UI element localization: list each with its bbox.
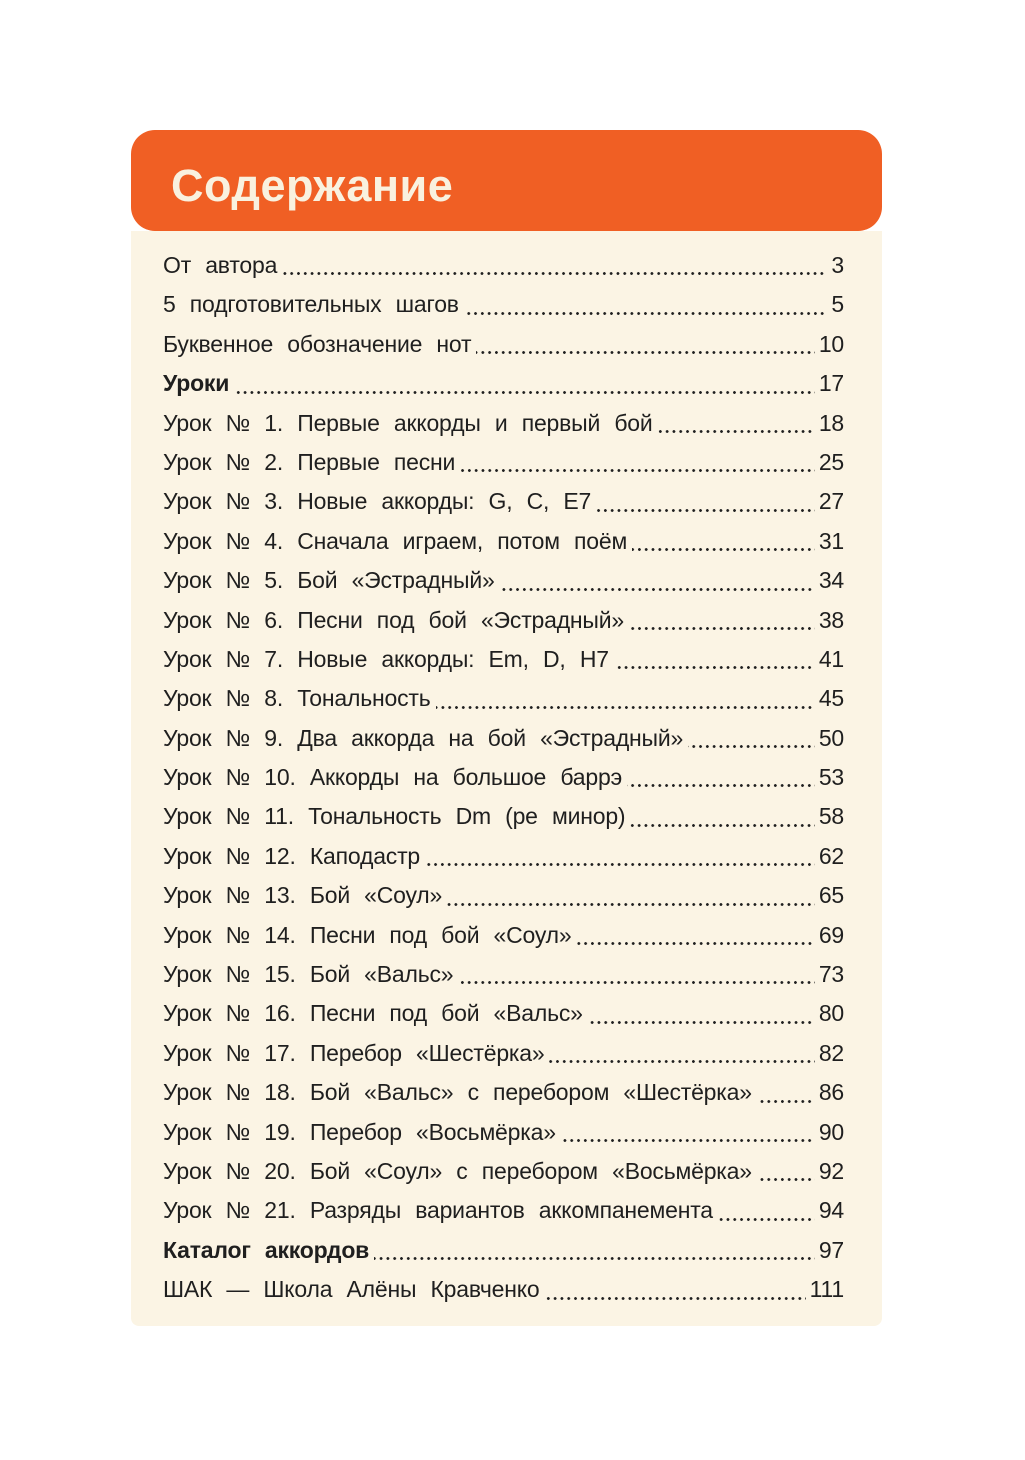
toc-entry-label: Урок № 15. Бой «Вальс»	[163, 961, 454, 988]
page-number: 10	[818, 330, 844, 357]
toc-entry-label: Урок № 10. Аккорды на большое баррэ	[163, 764, 623, 791]
page-number: 45	[818, 685, 844, 712]
dot-leader	[688, 745, 815, 748]
toc-entry-label: 5 подготовительных шагов	[163, 291, 459, 318]
dot-leader	[577, 942, 815, 945]
dot-leader	[627, 784, 815, 787]
toc-entry-label: Каталог аккордов	[163, 1236, 370, 1263]
toc-entry-label: Урок № 12. Каподастр	[163, 842, 421, 869]
toc-entry-label: Уроки	[163, 370, 230, 397]
toc-entry-label: Урок № 7. Новые аккорды: Em, D, H7	[163, 645, 609, 672]
contents-header-banner	[131, 130, 882, 231]
dot-leader	[460, 469, 815, 472]
toc-entry	[163, 601, 844, 640]
toc-entry-label: Урок № 2. Первые песни	[163, 448, 456, 475]
dot-leader	[464, 312, 828, 315]
dot-leader	[447, 903, 815, 906]
toc-entry	[163, 325, 844, 364]
toc-entry	[163, 561, 844, 600]
page-number: 97	[818, 1236, 844, 1263]
dot-leader	[596, 509, 815, 512]
page-number: 38	[818, 606, 844, 633]
dot-leader	[549, 1060, 814, 1063]
toc-entry	[163, 916, 844, 955]
toc-entry	[163, 364, 844, 403]
dot-leader	[425, 863, 815, 866]
page-number: 25	[818, 448, 844, 475]
toc-entry-label: От автора	[163, 252, 278, 278]
toc-entry	[163, 797, 844, 836]
page-number: 41	[818, 645, 844, 672]
toc-entry-label: ШАК — Школа Алёны Кравченко	[163, 1276, 540, 1303]
dot-leader	[458, 981, 814, 984]
page-number: 27	[818, 488, 844, 515]
dot-leader	[658, 430, 815, 433]
toc-entry	[163, 1152, 844, 1191]
page-number: 86	[818, 1079, 844, 1106]
toc-entry-label: Урок № 1. Первые аккорды и первый бой	[163, 409, 653, 436]
toc-entry-label: Урок № 3. Новые аккорды: G, C, E7	[163, 488, 592, 515]
page-number: 50	[818, 724, 844, 751]
page-number: 73	[818, 961, 844, 988]
dot-leader	[561, 1139, 815, 1142]
dot-leader	[500, 588, 815, 591]
toc-entry	[163, 1113, 844, 1152]
toc-entry	[163, 955, 844, 994]
toc-entry	[163, 679, 844, 718]
toc-entry	[163, 1231, 844, 1270]
toc-entry	[163, 758, 844, 797]
page-number: 5	[831, 291, 844, 318]
dot-leader	[282, 272, 827, 275]
toc-entry-label: Урок № 6. Песни под бой «Эстрадный»	[163, 606, 624, 633]
dot-leader	[234, 391, 815, 394]
page-number: 34	[818, 567, 844, 594]
toc-entry-label: Урок № 8. Тональность	[163, 685, 431, 712]
page-number: 82	[818, 1039, 844, 1066]
toc-entry	[163, 994, 844, 1033]
page-number: 17	[818, 370, 844, 397]
toc-entry	[163, 876, 844, 915]
dot-leader	[374, 1257, 815, 1260]
toc-entry-label: Урок № 17. Перебор «Шестёрка»	[163, 1039, 545, 1066]
toc-entry-label: Буквенное обозначение нот	[163, 330, 472, 357]
dot-leader	[630, 824, 814, 827]
page-number: 92	[818, 1157, 844, 1184]
dot-leader	[757, 1178, 815, 1181]
dot-leader	[614, 666, 815, 669]
toc-entry	[163, 443, 844, 482]
toc-entry-label: Урок № 4. Сначала играем, потом поём	[163, 527, 628, 554]
contents-panel	[131, 130, 882, 1326]
page-title: Содержание	[171, 159, 454, 211]
toc-list	[131, 231, 882, 1326]
dot-leader	[632, 548, 815, 551]
toc-entry	[163, 482, 844, 521]
toc-entry	[163, 285, 844, 324]
toc-entry-label: Урок № 11. Тональность Dm (ре минор)	[163, 803, 626, 830]
toc-entry-label: Урок № 21. Разряды вариантов аккомпанемента	[163, 1197, 713, 1224]
toc-entry-label: Урок № 5. Бой «Эстрадный»	[163, 567, 495, 594]
toc-entry-label: Урок № 13. Бой «Соул»	[163, 882, 443, 909]
page-number: 94	[818, 1197, 844, 1224]
toc-entry	[163, 522, 844, 561]
toc-entry-label: Урок № 19. Перебор «Восьмёрка»	[163, 1118, 556, 1145]
page-number: 62	[818, 842, 844, 869]
toc-entry-label: Урок № 20. Бой «Соул» с перебором «Восьмёрка»	[163, 1157, 752, 1184]
page-number: 3	[831, 252, 844, 278]
dot-leader	[544, 1297, 805, 1300]
dot-leader	[757, 1100, 815, 1103]
dot-leader	[588, 1021, 815, 1024]
page-number: 65	[818, 882, 844, 909]
toc-entry	[163, 837, 844, 876]
page-number: 69	[818, 921, 844, 948]
toc-entry	[163, 1270, 844, 1309]
dot-leader	[718, 1218, 815, 1221]
page-number: 90	[818, 1118, 844, 1145]
dot-leader	[476, 351, 814, 354]
page-number: 111	[809, 1276, 844, 1303]
toc-entry-label: Урок № 14. Песни под бой «Соул»	[163, 921, 572, 948]
toc-entry	[163, 404, 844, 443]
page-number: 58	[818, 803, 844, 830]
page-number: 31	[818, 527, 844, 554]
dot-leader	[629, 627, 815, 630]
toc-entry-label: Урок № 16. Песни под бой «Вальс»	[163, 1000, 583, 1027]
toc-entry	[163, 1073, 844, 1112]
toc-entry-label: Урок № 9. Два аккорда на бой «Эстрадный»	[163, 724, 684, 751]
page-number: 53	[818, 764, 844, 791]
toc-entry	[163, 719, 844, 758]
toc-entry	[163, 640, 844, 679]
page-number: 80	[818, 1000, 844, 1027]
page-number: 18	[818, 409, 844, 436]
toc-entry	[163, 246, 844, 285]
toc-entry	[163, 1034, 844, 1073]
toc-entry-label: Урок № 18. Бой «Вальс» с перебором «Шестёрка»	[163, 1079, 752, 1106]
toc-entry	[163, 1191, 844, 1230]
dot-leader	[436, 706, 815, 709]
